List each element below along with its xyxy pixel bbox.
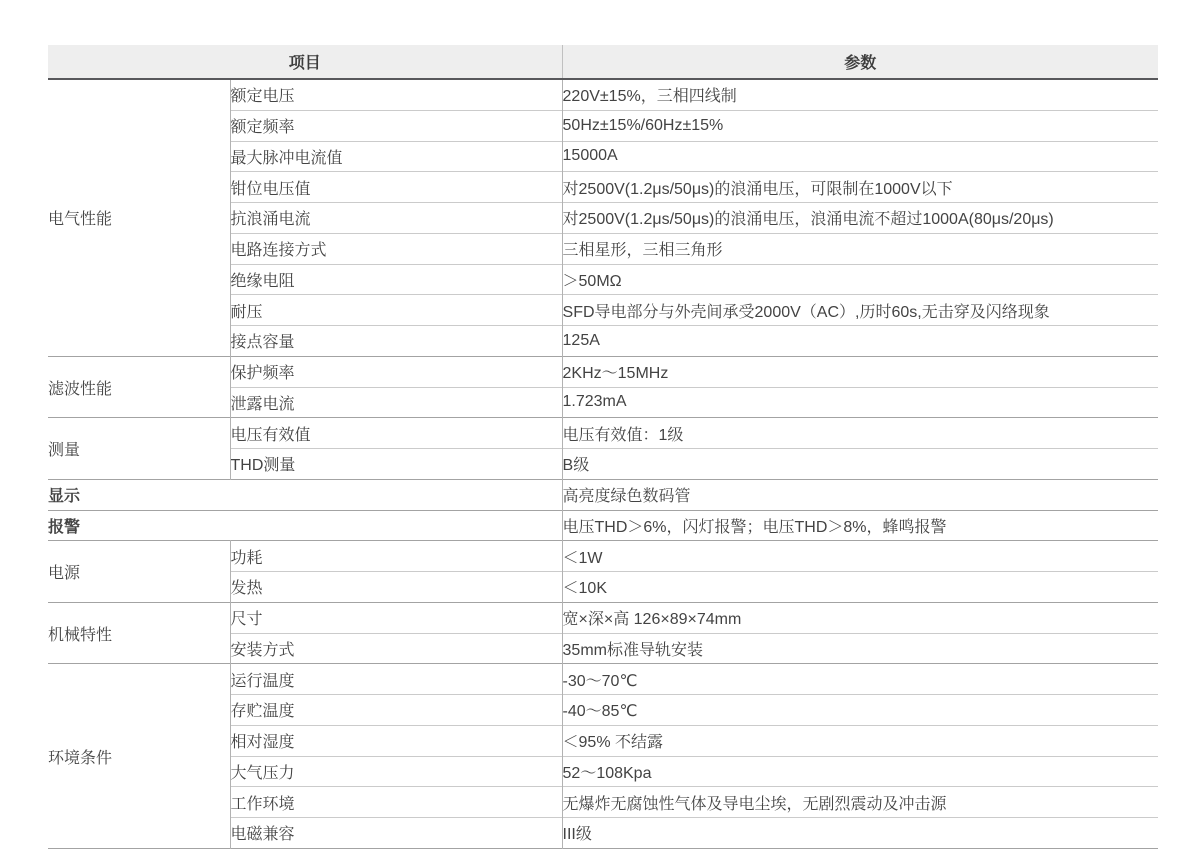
item-cell: 接点容量 <box>230 326 562 357</box>
item-cell: 发热 <box>230 572 562 603</box>
item-cell: 泄露电流 <box>230 387 562 418</box>
param-cell: 220V±15%，三相四线制 <box>562 79 1158 110</box>
item-cell: 电压有效值 <box>230 418 562 449</box>
col-header-item: 项目 <box>48 45 562 79</box>
item-cell: 尺寸 <box>230 602 562 633</box>
param-cell: -30～70℃ <box>562 664 1158 695</box>
param-cell: 2KHz～15MHz <box>562 356 1158 387</box>
param-cell: ＞50MΩ <box>562 264 1158 295</box>
param-cell: ＜1W <box>562 541 1158 572</box>
table-row <box>48 418 1158 449</box>
item-cell: 保护频率 <box>230 356 562 387</box>
spec-table <box>48 45 1158 849</box>
param-cell: 高亮度绿色数码管 <box>562 479 1158 510</box>
group-alarm <box>48 510 1158 541</box>
item-cell: THD测量 <box>230 449 562 480</box>
table-row <box>48 479 1158 510</box>
item-cell: 钳位电压值 <box>230 172 562 203</box>
param-cell: ＜95% 不结露 <box>562 725 1158 756</box>
category-cell: 测量 <box>48 418 230 480</box>
table-row <box>48 664 1158 695</box>
item-cell: 绝缘电阻 <box>230 264 562 295</box>
table-row <box>48 356 1158 387</box>
param-cell: ＜10K <box>562 572 1158 603</box>
item-cell: 耐压 <box>230 295 562 326</box>
col-header-param: 参数 <box>562 45 1158 79</box>
table-row <box>48 510 1158 541</box>
category-cell: 机械特性 <box>48 602 230 664</box>
item-cell: 大气压力 <box>230 756 562 787</box>
table-row <box>48 602 1158 633</box>
param-cell: 三相星形，三相三角形 <box>562 233 1158 264</box>
item-cell: 最大脉冲电流值 <box>230 141 562 172</box>
item-cell: 功耗 <box>230 541 562 572</box>
item-cell: 额定电压 <box>230 79 562 110</box>
param-cell: 52～108Kpa <box>562 756 1158 787</box>
param-cell: 1.723mA <box>562 387 1158 418</box>
group-power <box>48 541 1158 603</box>
group-mechanical <box>48 602 1158 664</box>
group-environment <box>48 664 1158 849</box>
param-cell: 宽×深×高 126×89×74mm <box>562 602 1158 633</box>
param-cell: 125A <box>562 326 1158 357</box>
item-cell: 抗浪涌电流 <box>230 203 562 234</box>
item-cell: 电路连接方式 <box>230 233 562 264</box>
header-row <box>48 45 1158 79</box>
category-cell: 电气性能 <box>48 79 230 356</box>
item-cell: 安装方式 <box>230 633 562 664</box>
table-row <box>48 541 1158 572</box>
category-cell: 报警 <box>48 510 562 541</box>
param-cell: 对2500V(1.2μs/50μs)的浪涌电压，可限制在1000V以下 <box>562 172 1158 203</box>
item-cell: 存贮温度 <box>230 695 562 726</box>
category-cell: 环境条件 <box>48 664 230 849</box>
category-cell: 电源 <box>48 541 230 603</box>
param-cell: 电压有效值：1级 <box>562 418 1158 449</box>
item-cell: 相对湿度 <box>230 725 562 756</box>
param-cell: 50Hz±15%/60Hz±15% <box>562 110 1158 141</box>
param-cell: SFD导电部分与外壳间承受2000V（AC）,历时60s,无击穿及闪络现象 <box>562 295 1158 326</box>
param-cell: 对2500V(1.2μs/50μs)的浪涌电压，浪涌电流不超过1000A(80μs/20μs) <box>562 203 1158 234</box>
param-cell: -40～85℃ <box>562 695 1158 726</box>
item-cell: 运行温度 <box>230 664 562 695</box>
param-cell: B级 <box>562 449 1158 480</box>
param-cell: III级 <box>562 818 1158 849</box>
group-electrical <box>48 79 1158 356</box>
item-cell: 额定频率 <box>230 110 562 141</box>
group-measurement <box>48 418 1158 480</box>
param-cell: 15000A <box>562 141 1158 172</box>
category-cell: 滤波性能 <box>48 356 230 418</box>
param-cell: 35mm标准导轨安装 <box>562 633 1158 664</box>
group-display <box>48 479 1158 510</box>
param-cell: 无爆炸无腐蚀性气体及导电尘埃，无剧烈震动及冲击源 <box>562 787 1158 818</box>
category-cell: 显示 <box>48 479 562 510</box>
param-cell: 电压THD＞6%，闪灯报警；电压THD＞8%，蜂鸣报警 <box>562 510 1158 541</box>
group-filtering <box>48 356 1158 418</box>
table-row <box>48 79 1158 110</box>
item-cell: 工作环境 <box>230 787 562 818</box>
item-cell: 电磁兼容 <box>230 818 562 849</box>
